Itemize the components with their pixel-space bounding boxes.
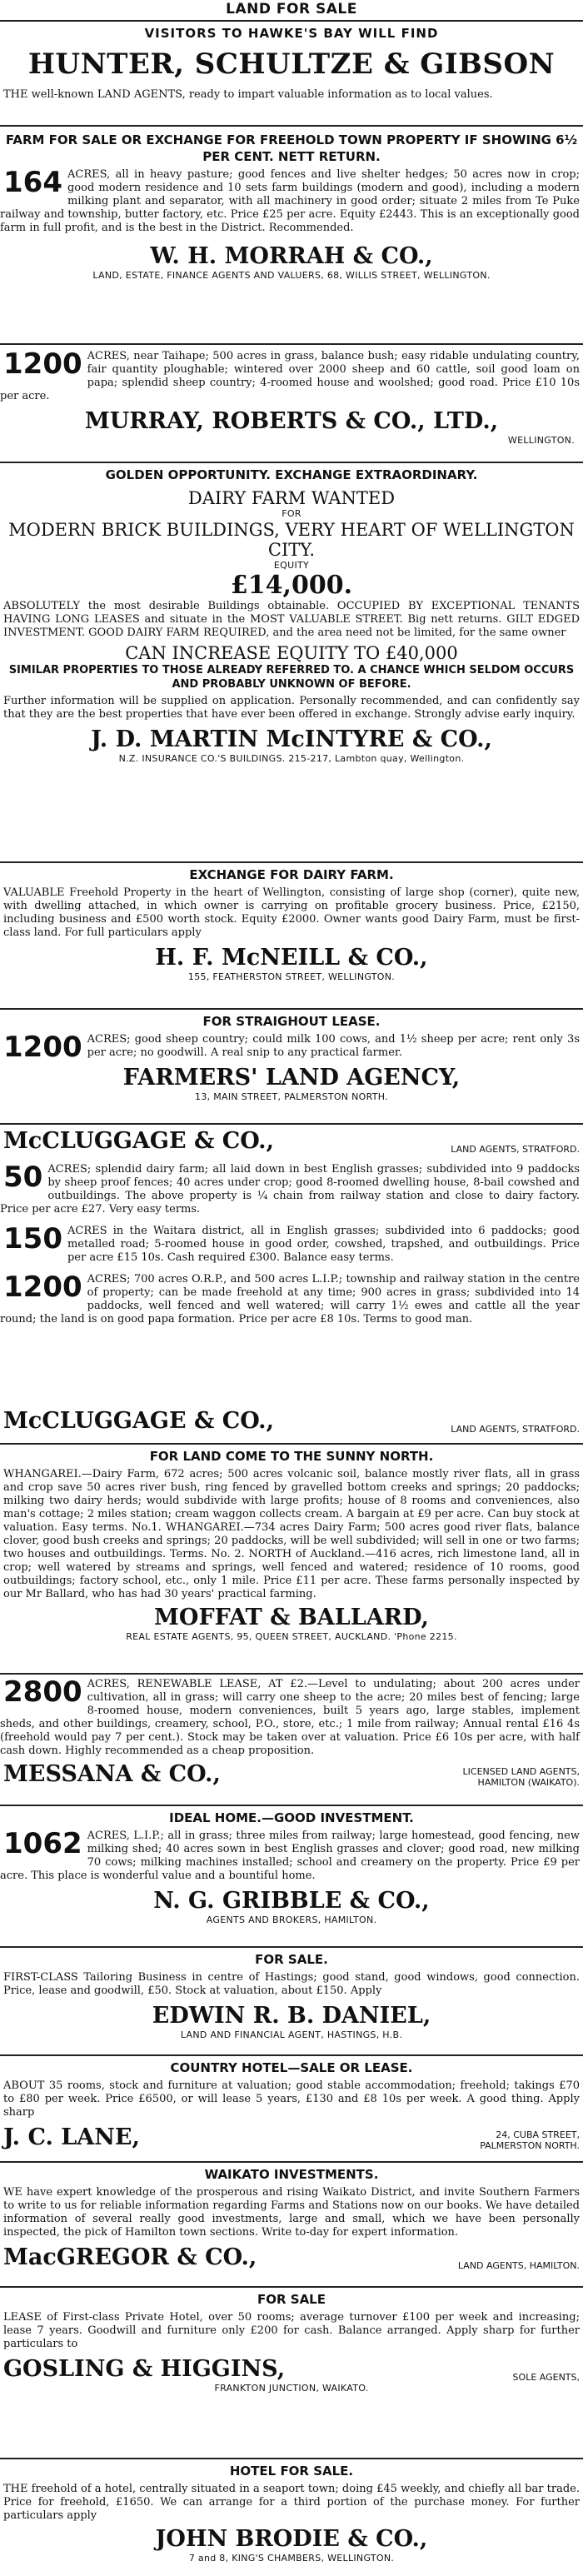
ad-mccluggage-footer: [0, 1408, 583, 1441]
ad-martin-mcintyre: [0, 467, 583, 858]
ad-heading: FARM FOR SALE OR EXCHANGE FOR FREEHOLD TOWN PROPERTY IF SHOWING 6½ PER CENT. NETT RETURN.: [5, 132, 578, 164]
divider: [0, 1946, 583, 1948]
ad-murray-roberts: [0, 350, 583, 458]
ad-gosling-higgins: [0, 2291, 583, 2404]
ad-farmers-land-agency: [0, 1013, 583, 1121]
advertiser-name: EDWIN R. B. DANIEL,: [152, 2003, 431, 2029]
acreage-number: 2800: [3, 1678, 82, 1709]
advertiser-address: N.Z. INSURANCE CO.'S BUILDINGS. 215-217, Lambton quay, Wellington.: [118, 753, 465, 764]
acreage-number: 50: [3, 1161, 43, 1194]
ad-mcneill: [0, 866, 583, 1006]
ad-gribble: [0, 1810, 583, 1943]
ad-heading: FOR LAND COME TO THE SUNNY NORTH.: [149, 1449, 434, 1464]
ad-morrah: [0, 132, 583, 340]
acreage-number: 1200: [3, 1031, 82, 1064]
listing-text: ACRES; 700 acres O.R.P., and 500 acres L.I.P.; township and railway station in the centre of property; can be made freehold at any time; 900 acres in grass; subdivided into 14 paddocks, well fenced and well watered; will carry 1½ ewes and cattle all the year round; the land is on good papa formation. Price per acre £8 10s. Terms to good man.: [0, 1273, 580, 1325]
ad-body-2: Further information will be supplied on application. Personally recommended, and can confidently say that they are the best properties that have ever been offered in exchange. Strongly advise early inquiry.: [3, 695, 580, 721]
acreage-number: 1200: [3, 350, 82, 381]
advertiser-name: McCLUGGAGE & CO.,: [3, 1408, 274, 1434]
advertiser-name: N. G. GRIBBLE & CO.,: [153, 1888, 430, 1914]
divider: [0, 462, 583, 463]
divider: [0, 2161, 583, 2163]
divider: [0, 1123, 583, 1125]
divider: [0, 861, 583, 863]
ad-moffat-ballard: [0, 1448, 583, 1670]
ad-body: THE freehold of a hotel, centrally situated in a seaport town; doing £45 weekly, and chiefly all bar trade. Price for freehold, £1650. We can arrange for a third portion of the purchase money. For further particulars apply: [3, 2483, 580, 2522]
advertiser-name: MESSANA & CO.,: [3, 1761, 221, 1787]
ad-body: ACRES, near Taihape; 500 acres in grass, balance bush; easy ridable undulating country, fair quantity ploughable; wintered over 2000 sheep and 60 cattle, soil good loam on papa; splendid sheep country; 4-roomed house and woolshed; good road. Price £10 10s per acre.: [0, 350, 580, 402]
advertiser-header: [0, 1408, 583, 1435]
ad-subhead-2: SIMILAR PROPERTIES TO THOSE ALREADY REFERRED TO. A CHANCE WHICH SELDOM OCCURS AND PROBABLY UNKNOWN OF BEFORE.: [8, 664, 575, 691]
advertiser-address: 24, CUBA STREET, PALMERSTON NORTH.: [480, 2129, 580, 2151]
divider: [0, 125, 583, 127]
page-heading: LAND FOR SALE: [226, 1, 357, 17]
ad-equity-label: EQUITY: [273, 560, 310, 571]
ad-mccluggage-listings: [0, 1128, 583, 1403]
list-item: [0, 1163, 583, 1216]
advertiser-header: [0, 1761, 583, 1788]
divider: [0, 1008, 583, 1010]
listing-text: ACRES; splendid dairy farm; all laid down in best English grasses; subdivided into 9 paddocks by sheep proof fences; 40 acres under crop; good 8-roomed dwelling house, 8-bail cowshed and outbuildings. The above property is ¼ chain from railway station and close to dairy factory. Price per acre £27. Very easy terms.: [0, 1163, 580, 1216]
ad-daniel: [0, 1951, 583, 2051]
advertiser-header: [0, 2356, 583, 2383]
ad-heading: FOR SALE: [257, 2292, 326, 2307]
ad-heading: HOTEL FOR SALE.: [229, 2464, 354, 2479]
advertiser-address: LAND AND FINANCIAL AGENT, HASTINGS, H.B.: [180, 2029, 403, 2040]
ad-body: ABOUT 35 rooms, stock and furniture at valuation; good stable accommodation; freehold; takings £70 to £80 per week. Price £6500, or will lease 5 years, £130 and £8 10s per week. A good thing. Apply sharp: [3, 2079, 580, 2119]
list-item: [0, 1222, 583, 1265]
ad-heading: IDEAL HOME.—GOOD INVESTMENT.: [169, 1810, 414, 1825]
divider: [0, 20, 583, 22]
advertiser-name: FARMERS' LAND AGENCY,: [122, 1065, 461, 1091]
advertiser-name: W. H. MORRAH & CO.,: [150, 243, 433, 269]
ad-for: FOR: [282, 508, 301, 519]
advertiser-address: 155, FEATHERSTON STREET, WELLINGTON.: [187, 971, 396, 982]
advertiser-agents: SOLE AGENTS,: [512, 2372, 580, 2383]
advertiser-address: LAND, ESTATE, FINANCE AGENTS AND VALUERS, 68, WILLIS STREET, WELLINGTON.: [92, 270, 491, 281]
advertiser-name: HUNTER, SCHULTZE & GIBSON: [27, 47, 556, 81]
ad-body: VALUABLE Freehold Property in the heart of Wellington, consisting of large shop (corner), quite new, with dwelling attached, in which owner is carrying on profitable grocery business. Price, £2150, including business and £500 worth stock. Equity £2000. Owner wants good Dairy Farm, must be first-class land. For full particulars apply: [3, 886, 580, 939]
ad-body: ABSOLUTELY the most desirable Buildings obtainable. OCCUPIED BY EXCEPTIONAL TENANTS HAVING LONG LEASES and situate in the MOST VALUABLE STREET. Big nett returns. GILT EDGED INVESTMENT. GOOD DAIRY FARM REQUIRED, and the area need not be limited, for the same owner: [3, 600, 580, 639]
divider: [0, 2458, 583, 2459]
ad-body: ACRES, L.I.P.; all in grass; three miles from railway; large homestead, good fencing, new milking shed; 40 acres sown in best English grasses and clover; good road, new milking 70 cows; milking machines installed; school and creamery on the property. Price £9 per acre. This place is wonderful value and a bountiful home.: [0, 1830, 580, 1882]
advertiser-name: H. F. McNEILL & CO.,: [155, 945, 428, 971]
advertiser-header: [0, 2124, 583, 2151]
ad-body: FIRST-CLASS Tailoring Business in centre of Hastings; good stand, good windows, good connection. Price, lease and goodwill, £50. Stock at valuation, about £150. Apply: [3, 1971, 580, 1997]
acreage-number: 150: [3, 1222, 62, 1256]
ad-hunter-schultze-gibson: [0, 25, 583, 123]
ad-heading: FOR SALE.: [255, 1952, 328, 1967]
divider: [0, 1443, 583, 1445]
ad-body: ACRES, all in heavy pasture; good fences and live shelter hedges; 50 acres now in crop; good modern residence and 10 sets farm buildings (modern and good), including a modern milking plant and separator, with all machinery in good order; situate 2 miles from Te Puke railway and township, butter factory, etc. Price £25 per acre. Equity £2443. This is an exceptionally good farm in full profit, and is the best in the District. Recommended.: [0, 168, 580, 234]
list-item: [0, 1273, 583, 1326]
ad-heading: COUNTRY HOTEL—SALE OR LEASE.: [170, 2060, 413, 2075]
ad-heading: EXCHANGE FOR DAIRY FARM.: [189, 867, 394, 882]
ad-body: THE well-known LAND AGENTS, ready to impart valuable information as to local values.: [3, 88, 493, 101]
ad-price: £14,000.: [230, 571, 353, 600]
ad-body: WHANGAREI.—Dairy Farm, 672 acres; 500 acres volcanic soil, balance mostly river flats, all in grass and crop save 50 acres river bush, ring fenced by gravelled bottom creeks and springs; 20 paddocks; milking two dairy herds; would subdivide with large profits; house of 8 rooms and conveniences, also man's cottage; 2 miles station; cream waggon collects cream. A bargain at £9 per acre. Can buy stock at valuation. Easy terms. No.1. WHANGAREI.—734 acres Dairy Farm; 500 acres good river flats, balance clover, good bush creeks and springs; 20 paddocks, will be well subdivided; will sell in one or two farms; two houses and outbuildings. Terms. No. 2. NORTH of Auckland.—416 acres, rich limestone land, all in crop; well watered by streams and springs, well fenced and watered; residence of 10 rooms, good outbuildings; factory school, etc., only 1 mile. Price £11 per acre. These farms personally inspected by our Mr Ballard, who has had 30 years' practical farming.: [3, 1468, 580, 1600]
advertiser-name: J. D. MARTIN McINTYRE & CO.,: [91, 726, 492, 752]
advertiser-address: AGENTS AND BROKERS, HAMILTON.: [206, 1915, 377, 1925]
advertiser-address: LAND AGENTS, HAMILTON.: [457, 2260, 580, 2271]
advertiser-address: 13, MAIN STREET, PALMERSTON NORTH.: [195, 1091, 388, 1102]
ad-title: DAIRY FARM WANTED: [187, 488, 396, 508]
ad-heading: WAIKATO INVESTMENTS.: [204, 2167, 379, 2182]
advertiser-name: McCLUGGAGE & CO.,: [3, 1128, 274, 1154]
ad-intro: VISITORS TO HAWKE'S BAY WILL FIND: [144, 26, 439, 41]
ad-macgregor: [0, 2166, 583, 2283]
advertiser-name: MURRAY, ROBERTS & CO., LTD.,: [84, 408, 499, 434]
ad-heading: GOLDEN OPPORTUNITY. EXCHANGE EXTRAORDINARY.: [105, 467, 478, 482]
acreage-number: 1200: [3, 1271, 82, 1304]
acreage-number: 1062: [3, 1827, 82, 1860]
advertiser-header: [0, 1128, 583, 1155]
advertiser-address: REAL ESTATE AGENTS, 95, QUEEN STREET, AUCKLAND. 'Phone 2215.: [126, 1631, 457, 1642]
ad-john-brodie: [0, 2463, 583, 2574]
advertiser-name: JOHN BRODIE & CO.,: [155, 2526, 428, 2552]
ad-body: WE have expert knowledge of the prosperous and rising Waikato District, and invite Southern Farmers to write to us for reliable information regarding Farms and Stations now on our books. We have detailed information of several really good investments, large and small, which we have been personally inspected, the pick of Hamilton town sections. Write to-day for expert information.: [3, 2186, 580, 2239]
ad-subhead: CAN INCREASE EQUITY TO £40,000: [125, 643, 458, 663]
divider: [0, 2286, 583, 2288]
advertiser-address: 7 and 8, KING'S CHAMBERS, WELLINGTON.: [188, 2553, 395, 2564]
acreage-number: 164: [3, 166, 62, 199]
divider: [0, 343, 583, 345]
advertiser-name: MacGREGOR & CO.,: [3, 2244, 257, 2270]
advertiser-name: GOSLING & HIGGINS,: [3, 2356, 286, 2382]
divider: [0, 1673, 583, 1675]
advertiser-address: FRANKTON JUNCTION, WAIKATO.: [214, 2383, 369, 2394]
ad-messana: [0, 1678, 583, 1803]
ad-heading: FOR STRAIGHOUT LEASE.: [202, 1014, 381, 1029]
ad-title-2: MODERN BRICK BUILDINGS, VERY HEART OF WELLINGTON CITY.: [8, 520, 575, 560]
ad-lane: [0, 2059, 583, 2158]
ad-body: ACRES, RENEWABLE LEASE, AT £2.—Level to undulating; about 200 acres under cultivation, all in grass; will carry one sheep to the acre; 20 miles best of fencing; large 8-roomed house, modern conveniences, built 5 years ago, large stables, implement sheds, and other buildings, creamery, school, P.O., store, etc.; 1 mile from railway; Annual rental £16 4s (freehold would pay 7 per cent.). Stock may be taken over at valuation. Price £6 10s per acre, with half cash down. Highly recommended as a cheap proposition.: [0, 1678, 580, 1757]
divider: [0, 2054, 583, 2056]
advertiser-name: MOFFAT & BALLARD,: [154, 1605, 429, 1630]
advertiser-agents: LAND AGENTS, STRATFORD.: [451, 1144, 580, 1155]
advertiser-name: J. C. LANE,: [3, 2124, 140, 2150]
listing-text: ACRES in the Waitara district, all in English grasses; subdivided into 6 paddocks; good metalled road; 5-roomed house in good order, cowshed, trapshed, and outbuildings. Price per acre £15 10s. Cash required £300. Balance easy terms.: [67, 1225, 580, 1264]
ad-body: ACRES; good sheep country; could milk 100 cows, and 1½ sheep per acre; rent only 3s per acre; no goodwill. A real snip to any practical farmer.: [87, 1033, 580, 1059]
ad-body: LEASE of First-class Private Hotel, over 50 rooms; average turnover £100 per week and increasing; lease 7 years. Goodwill and furniture only £200 for cash. Balance arranged. Apply sharp for further particulars to: [3, 2311, 580, 2350]
advertiser-header: [0, 2244, 583, 2271]
advertiser-address: WELLINGTON.: [507, 435, 575, 446]
land-for-sale-heading-block: [0, 0, 583, 20]
divider: [0, 1805, 583, 1806]
advertiser-agents: LAND AGENTS, STRATFORD.: [451, 1424, 580, 1435]
advertiser-address: LICENSED LAND AGENTS, HAMILTON (WAIKATO).: [462, 1766, 580, 1788]
